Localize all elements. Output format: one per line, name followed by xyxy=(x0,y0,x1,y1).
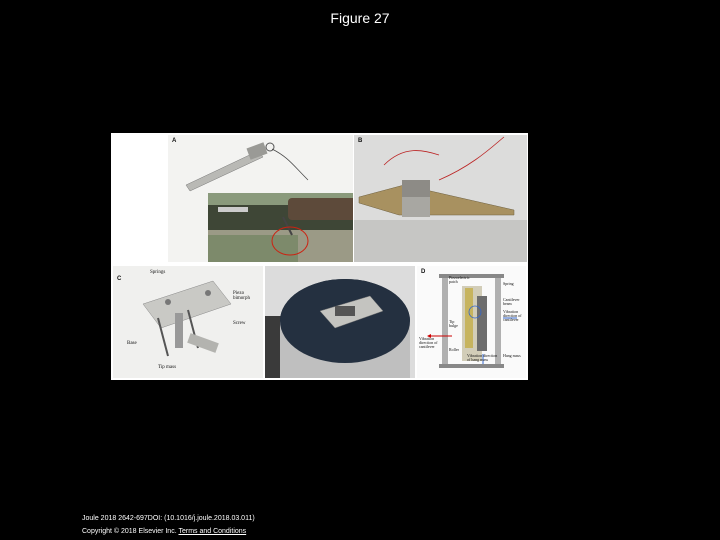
label-vibration-direction-left: Vibration direction of cantilever xyxy=(419,336,438,349)
panel-c xyxy=(113,266,263,378)
panel-shaker xyxy=(265,266,415,378)
figure-composite xyxy=(111,133,528,380)
panel-d-letter: D xyxy=(421,269,426,275)
panel-b xyxy=(353,135,527,262)
label-vibration-direction-hang: Vibration direction of hang mass xyxy=(467,353,498,362)
copyright-text: Copyright © 2018 Elsevier Inc. xyxy=(82,528,179,535)
figure-title: Figure 27 xyxy=(330,10,390,26)
label-base: Base xyxy=(127,341,137,346)
label-hang-mass: Hang mass xyxy=(503,353,521,358)
label-piezo-bimorph: Piezo bimorph xyxy=(233,291,250,301)
panel-b-photo xyxy=(354,135,527,262)
citation-text: Joule 2018 2642-697DOI: (10.1016/j.joule.2018.03.011) xyxy=(82,515,255,522)
label-springs: Springs xyxy=(150,270,166,275)
copyright-line xyxy=(82,528,246,535)
panel-b-letter: B xyxy=(358,138,363,144)
label-piezoelectric-patch: Piezoelectric patch xyxy=(449,275,470,284)
label-spring: Spring xyxy=(503,281,514,286)
label-tip-bulge: Tip bulge xyxy=(449,319,458,328)
label-cantilever-beam: Cantilever beam xyxy=(503,297,520,306)
label-tip-mass: Tip mass xyxy=(158,365,177,370)
label-vibration-direction-right: Vibration direction of cantilever xyxy=(503,309,522,322)
panel-c-letter: C xyxy=(117,276,122,282)
terms-and-conditions-link[interactable]: Terms and Conditions xyxy=(178,528,247,535)
panel-shaker-photo xyxy=(265,266,415,378)
label-roller: Roller xyxy=(449,347,459,352)
panel-d xyxy=(417,266,526,378)
panel-a-letter: A xyxy=(172,138,177,144)
label-screw: Screw xyxy=(233,321,246,326)
